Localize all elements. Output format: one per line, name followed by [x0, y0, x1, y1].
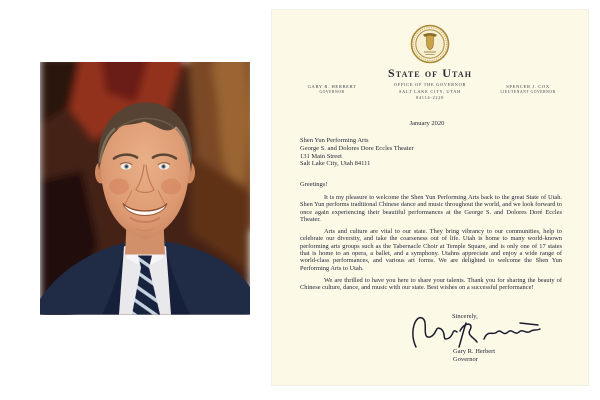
- governor-title: GOVERNOR: [319, 90, 345, 95]
- governor-photo: [40, 62, 250, 315]
- paragraph-2: Arts and culture are vital to our state. They bring vibrancy to our communities, help to celebrate our diversity, and take the coarseness out of life. Utah is home to many world-known performing arts groups such as the Tabernacle Choir at Temple Square, and is only one of 17 states that is home to an opera, a ballet, and a symphony. Utahns appreciate and enjoy a wide range of world-class performances, and various art forms. We are delighted to welcome the Shen Yun Performing Arts to Utah.: [300, 228, 562, 272]
- governor-name: GARY R. HERBERT: [307, 84, 357, 89]
- utah-state-seal-icon: [410, 24, 450, 64]
- recipient-line: George S. and Dolores Dore Eccles Theater: [300, 144, 414, 152]
- paragraph-1: It is my pleasure to welcome the Shen Yun Performing Arts back to the great State of Utah. Shen Yun performs traditional Chinese dance and music throughout the world, and we look forward to once again experiencing their beautiful performances at the George S. and Dolores Doré Eccles Theater.: [300, 194, 562, 223]
- letter: [272, 10, 588, 385]
- letter-date: January 2020: [409, 120, 445, 127]
- recipient-address: [300, 137, 414, 168]
- office-line: OFFICE OF THE GOVERNOR: [393, 82, 467, 87]
- recipient-line: Shen Yun Performing Arts: [300, 137, 369, 144]
- closing: Sincerely,: [452, 313, 478, 320]
- letter-body: [300, 194, 562, 297]
- lt-governor-name: SPENCER J. COX: [506, 84, 550, 89]
- lt-governor-name-block: [480, 84, 576, 96]
- governor-photo-illustration: [40, 62, 250, 315]
- office-zip: 84114-2220: [415, 95, 445, 101]
- governor-name-block: [284, 84, 380, 96]
- recipient-line: 131 Main Street: [300, 152, 342, 160]
- letterhead-title: State of Utah: [387, 66, 473, 80]
- paragraph-3: We are thrilled to have you here to share your talents. Thank you for sharing the beauty of Chinese culture, dance, and music with our state. Best wishes on a successful performance!: [300, 276, 562, 292]
- recipient-line: Salt Lake City, Utah 84111: [300, 160, 371, 168]
- signature-name: Gary R. Herbert: [453, 348, 496, 355]
- office-line: SALT LAKE CITY, UTAH: [398, 88, 462, 94]
- signature-title: Governor: [453, 356, 478, 363]
- lt-governor-title: LIEUTENANT GOVERNOR: [500, 90, 556, 95]
- salutation: Greetings!: [300, 181, 328, 188]
